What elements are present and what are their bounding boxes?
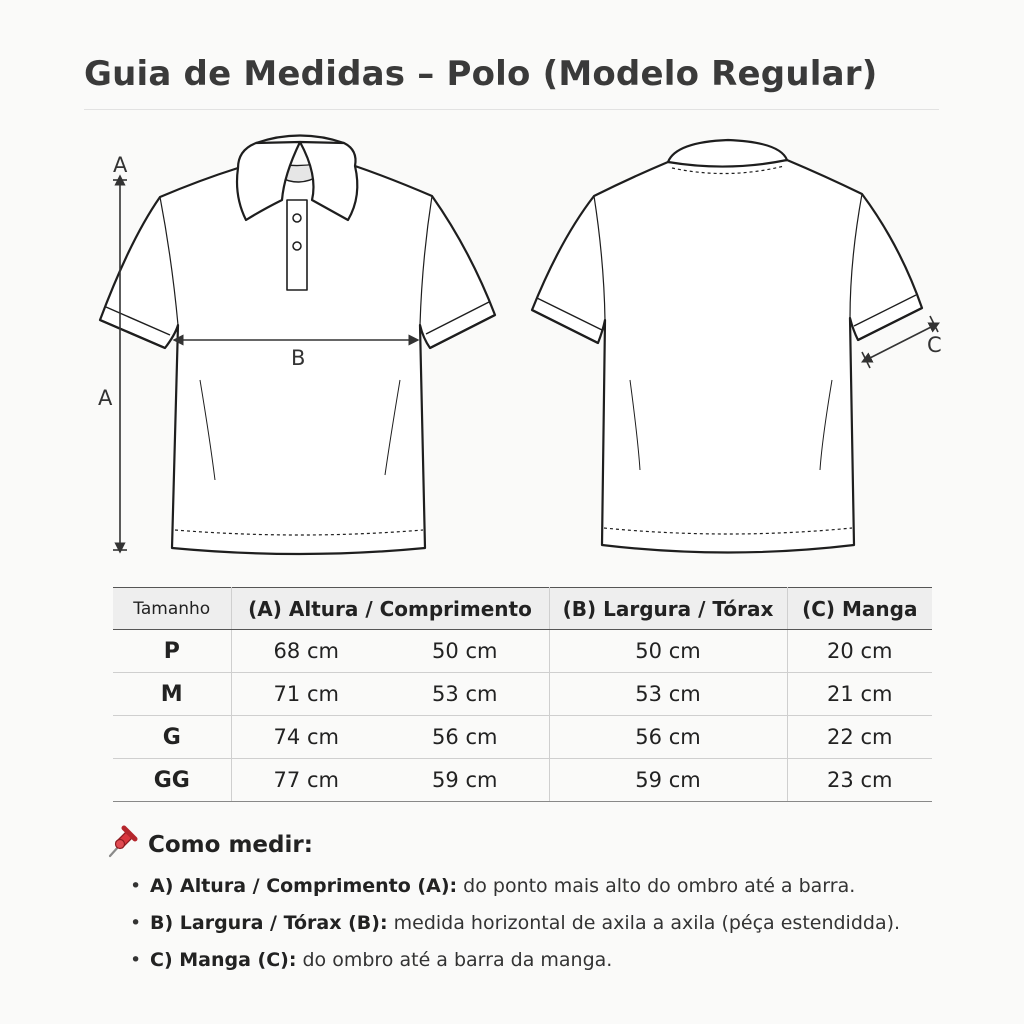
howto-heading	[104, 824, 313, 866]
pushpin-icon	[104, 824, 138, 866]
list-item: • A) Altura / Comprimento (A): do ponto mais alto do ombro até a barra.	[130, 875, 856, 897]
sleeve-cell: 22 cm	[787, 716, 932, 759]
howto-desc: do ponto mais alto do ombro até a barra.	[463, 875, 856, 897]
width-cell: 50 cm	[549, 630, 787, 673]
height-cell-2: 59 cm	[381, 759, 549, 802]
label-a-side: A	[98, 386, 113, 410]
back-shirt	[532, 140, 922, 553]
label-b: B	[291, 346, 306, 370]
size-cell: P	[113, 630, 231, 673]
size-cell: G	[113, 716, 231, 759]
label-c: C	[927, 333, 942, 357]
width-cell: 59 cm	[549, 759, 787, 802]
height-cell: 71 cm	[231, 673, 381, 716]
size-table	[113, 587, 932, 802]
table-row	[113, 630, 932, 673]
height-cell: 68 cm	[231, 630, 381, 673]
width-cell: 56 cm	[549, 716, 787, 759]
table-header-row	[113, 588, 932, 630]
list-item: • B) Largura / Tórax (B): medida horizontal de axila a axila (péça estendidda).	[130, 912, 901, 934]
howto-title: Como medir:	[148, 832, 313, 858]
sleeve-cell: 20 cm	[787, 630, 932, 673]
howto-list	[130, 868, 900, 979]
sleeve-cell: 21 cm	[787, 673, 932, 716]
table-row	[113, 716, 932, 759]
howto-term: A) Altura / Comprimento (A):	[150, 875, 458, 897]
size-cell: GG	[113, 759, 231, 802]
header-sleeve: (C) Manga	[787, 588, 932, 630]
width-cell: 53 cm	[549, 673, 787, 716]
label-a-top: A	[113, 153, 128, 177]
howto-desc: medida horizontal de axila a axila (péça estendidda).	[393, 912, 901, 934]
height-cell: 77 cm	[231, 759, 381, 802]
header-height: (A) Altura / Comprimento	[231, 588, 549, 630]
height-cell: 74 cm	[231, 716, 381, 759]
size-cell: M	[113, 673, 231, 716]
howto-term: B) Largura / Tórax (B):	[150, 912, 388, 934]
header-size: Tamanho	[113, 588, 231, 630]
howto-term: C) Manga (C):	[150, 949, 297, 971]
height-cell-2: 53 cm	[381, 673, 549, 716]
front-shirt	[100, 136, 495, 555]
header-width: (B) Largura / Tórax	[549, 588, 787, 630]
sleeve-cell: 23 cm	[787, 759, 932, 802]
dimension-a	[113, 180, 127, 550]
height-cell-2: 50 cm	[381, 630, 549, 673]
table-row	[113, 759, 932, 802]
height-cell-2: 56 cm	[381, 716, 549, 759]
table-row	[113, 673, 932, 716]
howto-desc: do ombro até a barra da manga.	[302, 949, 613, 971]
list-item: • C) Manga (C): do ombro até a barra da manga.	[130, 949, 613, 971]
page-title: Guia de Medidas – Polo (Modelo Regular)	[84, 54, 878, 94]
